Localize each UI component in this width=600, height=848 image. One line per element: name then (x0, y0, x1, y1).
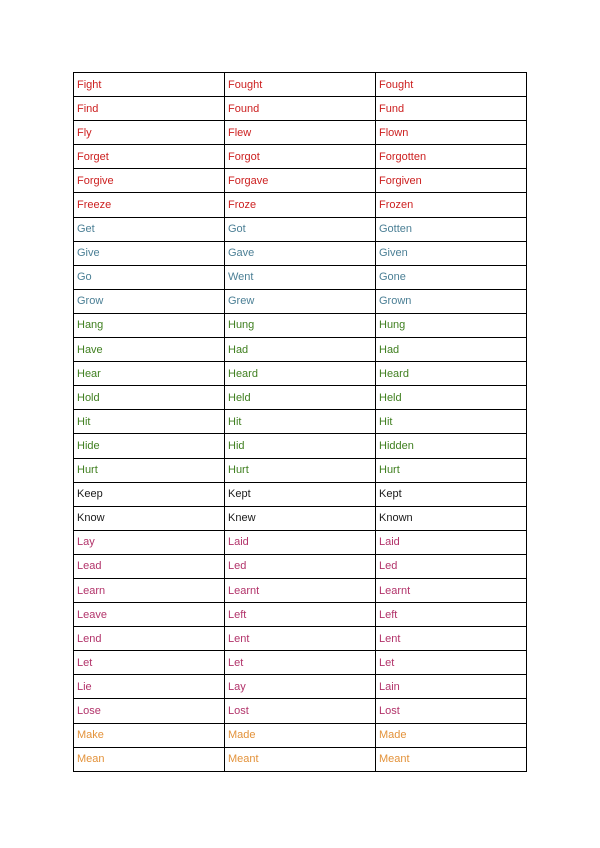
verb-row (74, 675, 527, 699)
past-simple-cell: Forgot (225, 145, 376, 169)
base-form-cell: Grow (74, 289, 225, 313)
base-form-cell: Lay (74, 530, 225, 554)
base-form-cell: Go (74, 265, 225, 289)
past-simple-cell: Hit (225, 410, 376, 434)
base-form-cell: Give (74, 241, 225, 265)
past-simple-cell: Froze (225, 193, 376, 217)
past-simple-cell: Went (225, 265, 376, 289)
base-form-cell: Make (74, 723, 225, 747)
past-participle-cell: Learnt (376, 578, 527, 602)
past-participle-cell: Led (376, 554, 527, 578)
past-simple-cell: Led (225, 554, 376, 578)
base-form-cell: Leave (74, 603, 225, 627)
past-simple-cell: Grew (225, 289, 376, 313)
past-participle-cell: Hung (376, 313, 527, 337)
verb-row (74, 386, 527, 410)
verb-row (74, 289, 527, 313)
verb-row (74, 458, 527, 482)
past-participle-cell: Gone (376, 265, 527, 289)
past-participle-cell: Forgiven (376, 169, 527, 193)
base-form-cell: Fly (74, 121, 225, 145)
past-participle-cell: Held (376, 386, 527, 410)
base-form-cell: Hit (74, 410, 225, 434)
base-form-cell: Hold (74, 386, 225, 410)
base-form-cell: Freeze (74, 193, 225, 217)
base-form-cell: Lend (74, 627, 225, 651)
past-simple-cell: Left (225, 603, 376, 627)
past-simple-cell: Held (225, 386, 376, 410)
past-participle-cell: Given (376, 241, 527, 265)
past-simple-cell: Hurt (225, 458, 376, 482)
past-participle-cell: Hit (376, 410, 527, 434)
verb-row (74, 651, 527, 675)
verb-row (74, 603, 527, 627)
past-participle-cell: Frozen (376, 193, 527, 217)
base-form-cell: Have (74, 338, 225, 362)
verb-row (74, 121, 527, 145)
past-simple-cell: Lost (225, 699, 376, 723)
base-form-cell: Hurt (74, 458, 225, 482)
verbs-table-body (74, 73, 527, 772)
base-form-cell: Let (74, 651, 225, 675)
base-form-cell: Get (74, 217, 225, 241)
past-simple-cell: Fought (225, 73, 376, 97)
past-simple-cell: Meant (225, 747, 376, 771)
base-form-cell: Fight (74, 73, 225, 97)
past-participle-cell: Fund (376, 97, 527, 121)
verb-row (74, 338, 527, 362)
verb-row (74, 169, 527, 193)
verb-row (74, 145, 527, 169)
past-participle-cell: Flown (376, 121, 527, 145)
irregular-verbs-table (73, 72, 527, 772)
past-simple-cell: Gave (225, 241, 376, 265)
base-form-cell: Keep (74, 482, 225, 506)
past-simple-cell: Learnt (225, 578, 376, 602)
past-participle-cell: Laid (376, 530, 527, 554)
past-participle-cell: Meant (376, 747, 527, 771)
past-simple-cell: Hung (225, 313, 376, 337)
past-participle-cell: Grown (376, 289, 527, 313)
past-participle-cell: Heard (376, 362, 527, 386)
verb-row (74, 578, 527, 602)
verb-row (74, 506, 527, 530)
verb-row (74, 699, 527, 723)
past-simple-cell: Lent (225, 627, 376, 651)
past-participle-cell: Known (376, 506, 527, 530)
verb-row (74, 362, 527, 386)
past-participle-cell: Lent (376, 627, 527, 651)
base-form-cell: Know (74, 506, 225, 530)
verb-row (74, 193, 527, 217)
base-form-cell: Lie (74, 675, 225, 699)
base-form-cell: Mean (74, 747, 225, 771)
past-simple-cell: Kept (225, 482, 376, 506)
past-simple-cell: Got (225, 217, 376, 241)
past-participle-cell: Hurt (376, 458, 527, 482)
past-participle-cell: Fought (376, 73, 527, 97)
past-participle-cell: Lain (376, 675, 527, 699)
verb-row (74, 73, 527, 97)
past-simple-cell: Hid (225, 434, 376, 458)
verb-row (74, 241, 527, 265)
verb-row (74, 313, 527, 337)
past-participle-cell: Made (376, 723, 527, 747)
past-participle-cell: Left (376, 603, 527, 627)
past-simple-cell: Laid (225, 530, 376, 554)
base-form-cell: Lead (74, 554, 225, 578)
verb-row (74, 434, 527, 458)
verb-row (74, 627, 527, 651)
base-form-cell: Find (74, 97, 225, 121)
past-simple-cell: Found (225, 97, 376, 121)
verb-row (74, 217, 527, 241)
past-participle-cell: Forgotten (376, 145, 527, 169)
base-form-cell: Hang (74, 313, 225, 337)
past-simple-cell: Lay (225, 675, 376, 699)
base-form-cell: Forget (74, 145, 225, 169)
past-simple-cell: Made (225, 723, 376, 747)
past-participle-cell: Had (376, 338, 527, 362)
verb-row (74, 410, 527, 434)
past-participle-cell: Let (376, 651, 527, 675)
past-participle-cell: Hidden (376, 434, 527, 458)
past-simple-cell: Heard (225, 362, 376, 386)
base-form-cell: Lose (74, 699, 225, 723)
verb-row (74, 482, 527, 506)
past-simple-cell: Let (225, 651, 376, 675)
past-simple-cell: Had (225, 338, 376, 362)
past-participle-cell: Lost (376, 699, 527, 723)
base-form-cell: Hide (74, 434, 225, 458)
past-simple-cell: Knew (225, 506, 376, 530)
verb-row (74, 723, 527, 747)
past-participle-cell: Gotten (376, 217, 527, 241)
verb-row (74, 747, 527, 771)
verb-row (74, 265, 527, 289)
past-simple-cell: Flew (225, 121, 376, 145)
base-form-cell: Forgive (74, 169, 225, 193)
past-simple-cell: Forgave (225, 169, 376, 193)
base-form-cell: Learn (74, 578, 225, 602)
verb-row (74, 530, 527, 554)
past-participle-cell: Kept (376, 482, 527, 506)
verb-row (74, 554, 527, 578)
verb-row (74, 97, 527, 121)
base-form-cell: Hear (74, 362, 225, 386)
